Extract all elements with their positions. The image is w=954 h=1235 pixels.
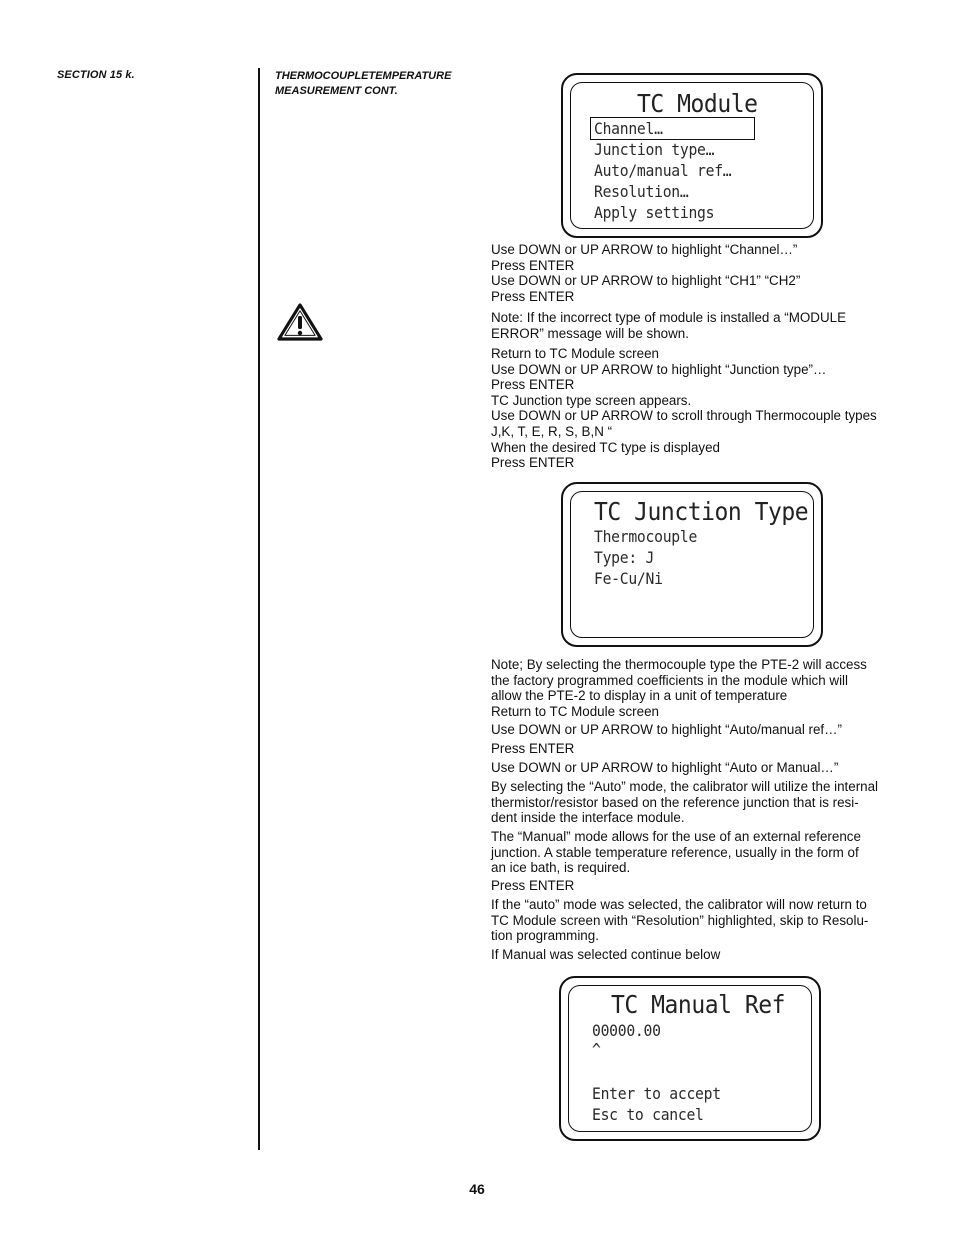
instruction-line: J,K, T, E, R, S, B,N “ [491,423,613,439]
instruction-line: Use DOWN or UP ARROW to highlight “Auto/manual ref…” [491,722,842,737]
lcd-line: Thermocouple [594,527,698,546]
lcd-screen-tc-module [561,73,823,238]
note-line: Note: If the incorrect type of module is installed a “MODULE [491,310,847,325]
note-line: allow the PTE-2 to display in a unit of temperature [491,688,788,704]
description-line: By selecting the “Auto” mode, the calibrator will utilize the internal [491,779,879,794]
note-block [491,310,901,341]
lcd-screen-tc-manual-ref [559,976,821,1141]
lcd-menu-item: Apply settings [594,203,715,222]
description-line: The “Manual” mode allows for the use of an external reference [491,829,861,844]
description-line: an ice bath, is required. [491,860,631,876]
description-line: junction. A stable temperature reference, usually in the form of [491,844,859,860]
note-line: Note; By selecting the thermocouple type the PTE-2 will access [491,657,867,672]
lcd-menu-item: Auto/manual ref… [594,161,732,180]
instruction-line: Press ENTER [491,741,575,756]
description-line: tion programming. [491,928,599,944]
description-line: thermistor/resistor based on the reference junction that is resi- [491,794,859,810]
note-block [491,657,901,719]
instruction-line: If Manual was selected continue below [491,947,721,962]
lcd-line: Esc to cancel [592,1105,704,1124]
warning-icon [276,302,324,342]
lcd-line: Enter to accept [592,1084,721,1103]
section-title-line: THERMOCOUPLETEMPERATURE [275,70,452,82]
description-line: If the “auto” mode was selected, the calibrator will now return to [491,897,867,912]
instruction-block [491,346,901,471]
instruction-line: Press ENTER [491,878,575,893]
instruction-line: Press ENTER [491,288,575,304]
lcd-menu-item: Channel… [594,119,663,138]
lcd-cursor: ^ [592,1040,601,1059]
instruction-line: Use DOWN or UP ARROW to scroll through Thermocouple types [491,408,877,424]
lcd-line: Fe-Cu/Ni [594,569,663,588]
lcd-title: TC Manual Ref [611,990,786,1019]
note-line: the factory programmed coefficients in the module which will [491,672,849,688]
lcd-menu-item: Junction type… [594,140,715,159]
lcd-menu-item: Resolution… [594,182,689,201]
section-label: SECTION 15 k. [57,69,135,81]
note-line: Return to TC Module screen [491,703,659,719]
description-block [491,779,901,826]
instruction-line: TC Junction type screen appears. [491,392,692,408]
section-title-line: MEASUREMENT CONT. [275,85,398,97]
lcd-title: TC Junction Type [594,497,809,526]
page-number: 46 [469,1181,485,1197]
lcd-title: TC Module [637,89,758,118]
lcd-value: 00000.00 [592,1021,661,1040]
vertical-divider [258,68,260,1150]
description-block [491,829,901,876]
description-line: dent inside the interface module. [491,810,685,826]
instruction-line: When the desired TC type is displayed [491,439,721,455]
lcd-line: Type: J [594,548,655,567]
instruction-line: Use DOWN or UP ARROW to highlight “Auto or Manual…” [491,760,839,775]
instruction-line: Press ENTER [491,257,575,273]
instruction-line: Use DOWN or UP ARROW to highlight “CH1” “CH2” [491,273,801,289]
instruction-line: Press ENTER [491,455,575,471]
instruction-line: Return to TC Module screen [491,346,659,361]
instruction-block [491,242,901,304]
note-line: ERROR” message will be shown. [491,325,689,341]
lcd-screen-tc-junction-type [561,482,823,647]
description-block [491,897,901,944]
instruction-line: Press ENTER [491,377,575,393]
description-line: TC Module screen with “Resolution” highlighted, skip to Resolu- [491,912,869,928]
instruction-line: Use DOWN or UP ARROW to highlight “Channel…” [491,242,798,257]
instruction-line: Use DOWN or UP ARROW to highlight “Junction type”… [491,361,827,377]
section-title [275,69,475,99]
